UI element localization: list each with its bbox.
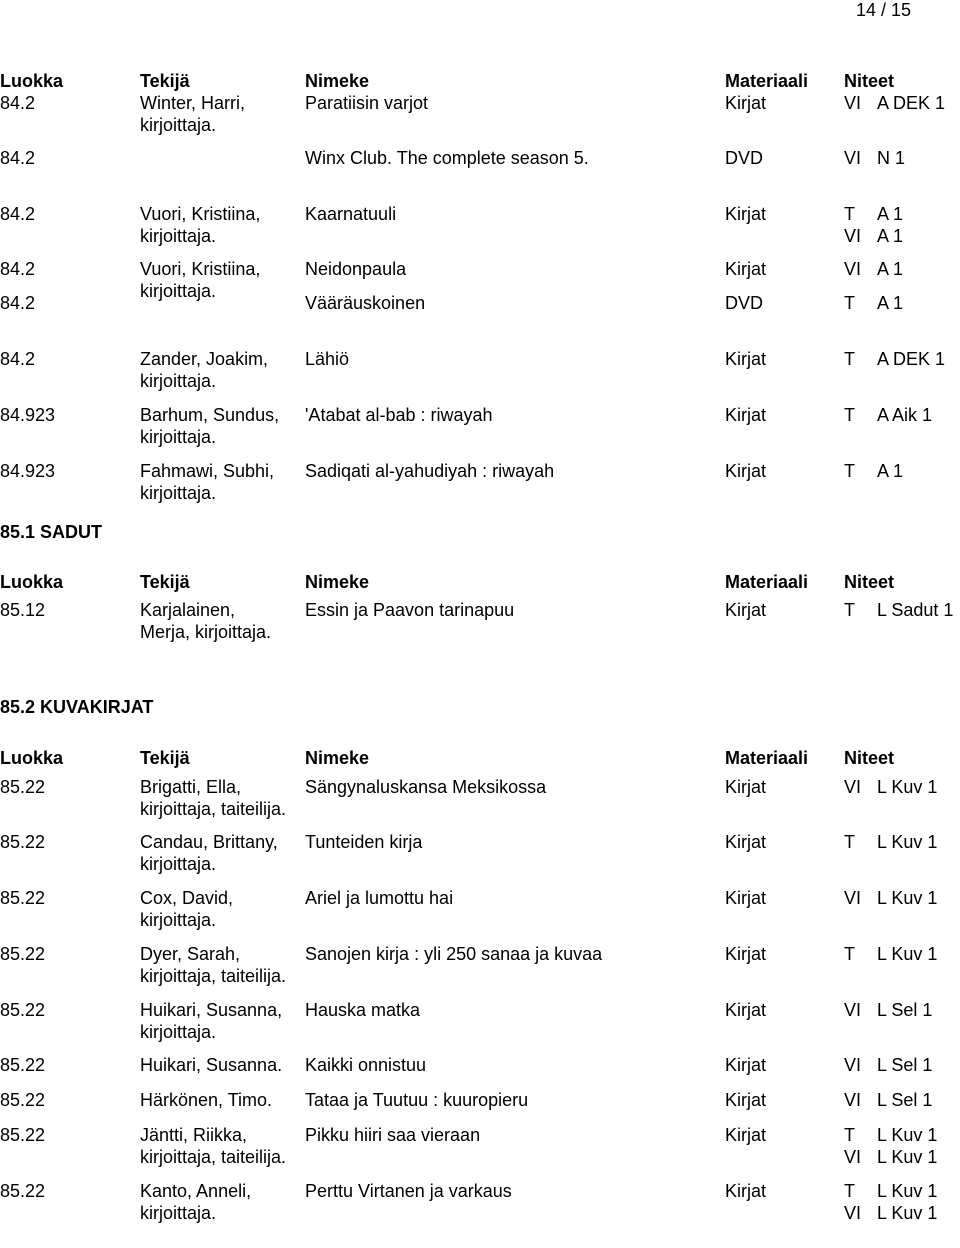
niteet-shelf: L Kuv 1: [877, 1147, 938, 1167]
tekija-cell: Kanto, Anneli,: [140, 1181, 252, 1201]
luokka-cell: 85.22: [0, 1090, 46, 1110]
luokka-cell: 84.2: [0, 349, 36, 369]
column-header-nimeke: Nimeke: [305, 71, 370, 91]
niteet-level: VI: [844, 1000, 862, 1020]
nimeke-cell: Perttu Virtanen ja varkaus: [305, 1181, 512, 1201]
nimeke-cell: Sadiqati al-yahudiyah : riwayah: [305, 461, 555, 481]
niteet-shelf: A DEK 1: [877, 349, 946, 369]
niteet-shelf: A DEK 1: [877, 93, 946, 113]
niteet-level: T: [844, 204, 855, 224]
nimeke-cell: Pikku hiiri saa vieraan: [305, 1125, 481, 1145]
materiaali-cell: Kirjat: [725, 461, 767, 481]
nimeke-cell: Vääräuskoinen: [305, 293, 426, 313]
catalog-table-85-2: [0, 747, 960, 1223]
tekija-cell: Candau, Brittany,: [140, 832, 278, 852]
table-header: [0, 747, 960, 769]
column-header-luokka: Luokka: [0, 71, 64, 91]
luokka-cell: 84.923: [0, 405, 56, 425]
tekija-cell: Huikari, Susanna,: [140, 1000, 283, 1020]
tekija-cell: Härkönen, Timo.: [140, 1090, 273, 1110]
tekija-cell: Vuori, Kristiina,: [140, 204, 261, 224]
niteet-level: T: [844, 293, 855, 313]
materiaali-cell: Kirjat: [725, 1055, 767, 1075]
luokka-cell: 85.12: [0, 600, 46, 620]
materiaali-cell: Kirjat: [725, 204, 767, 224]
nimeke-cell: Paratiisin varjot: [305, 93, 429, 113]
column-header-tekija: Tekijä: [140, 748, 190, 768]
tekija-cell: kirjoittaja.: [140, 427, 217, 447]
luokka-cell: 84.2: [0, 259, 36, 279]
column-header-tekija: Tekijä: [140, 572, 190, 592]
niteet-level: T: [844, 405, 855, 425]
luokka-cell: 85.22: [0, 888, 46, 908]
niteet-level: T: [844, 944, 855, 964]
column-header-nimeke: Nimeke: [305, 572, 370, 592]
luokka-cell: 84.2: [0, 93, 36, 113]
niteet-shelf: A 1: [877, 293, 904, 313]
niteet-shelf: A Aik 1: [877, 405, 933, 425]
nimeke-cell: Kaarnatuuli: [305, 204, 397, 224]
column-header-luokka: Luokka: [0, 572, 64, 592]
niteet-level: T: [844, 1181, 855, 1201]
tekija-cell: Dyer, Sarah,: [140, 944, 241, 964]
tekija-cell: Jäntti, Riikka,: [140, 1125, 248, 1145]
niteet-shelf: L Sel 1: [877, 1090, 933, 1110]
nimeke-cell: Ariel ja lumottu hai: [305, 888, 454, 908]
materiaali-cell: Kirjat: [725, 832, 767, 852]
materiaali-cell: Kirjat: [725, 600, 767, 620]
section-heading-sadut: 85.1 SADUT: [0, 522, 103, 542]
niteet-shelf: L Kuv 1: [877, 1203, 938, 1223]
niteet-level: T: [844, 832, 855, 852]
tekija-cell: Cox, David,: [140, 888, 234, 908]
niteet-shelf: L Kuv 1: [877, 888, 938, 908]
materiaali-cell: Kirjat: [725, 1125, 767, 1145]
table-header: [0, 571, 960, 593]
niteet-level: VI: [844, 148, 862, 168]
column-header-niteet: Niteet: [844, 748, 895, 768]
materiaali-cell: Kirjat: [725, 888, 767, 908]
luokka-cell: 85.22: [0, 1181, 46, 1201]
tekija-cell: Karjalainen,: [140, 600, 236, 620]
niteet-shelf: L Kuv 1: [877, 1125, 938, 1145]
section-heading-kuvakirjat: 85.2 KUVAKIRJAT: [0, 697, 154, 717]
niteet-shelf: L Sel 1: [877, 1055, 933, 1075]
tekija-cell: kirjoittaja.: [140, 371, 217, 391]
column-header-materiaali: Materiaali: [725, 748, 809, 768]
niteet-level: T: [844, 600, 855, 620]
nimeke-cell: Sängynaluskansa Meksikossa: [305, 777, 547, 797]
tekija-cell: Merja, kirjoittaja.: [140, 622, 272, 642]
niteet-level: VI: [844, 1147, 862, 1167]
niteet-shelf: A 1: [877, 259, 904, 279]
niteet-level: VI: [844, 1055, 862, 1075]
nimeke-cell: Tunteiden kirja: [305, 832, 423, 852]
niteet-shelf: A 1: [877, 461, 904, 481]
tekija-cell: kirjoittaja.: [140, 115, 217, 135]
niteet-level: T: [844, 461, 855, 481]
luokka-cell: 84.2: [0, 148, 36, 168]
materiaali-cell: DVD: [725, 293, 764, 313]
luokka-cell: 85.22: [0, 1125, 46, 1145]
materiaali-cell: Kirjat: [725, 944, 767, 964]
column-header-niteet: Niteet: [844, 572, 895, 592]
niteet-level: VI: [844, 1090, 862, 1110]
luokka-cell: 85.22: [0, 1000, 46, 1020]
niteet-shelf: A 1: [877, 204, 904, 224]
column-header-niteet: Niteet: [844, 71, 895, 91]
niteet-shelf: L Sadut 1: [877, 600, 954, 620]
column-header-materiaali: Materiaali: [725, 572, 809, 592]
niteet-shelf: L Kuv 1: [877, 1181, 938, 1201]
luokka-cell: 85.22: [0, 777, 46, 797]
tekija-cell: kirjoittaja, taiteilija.: [140, 966, 287, 986]
tekija-cell: kirjoittaja.: [140, 854, 217, 874]
niteet-level: VI: [844, 888, 862, 908]
catalog-table-84: [0, 70, 960, 503]
niteet-shelf: L Sel 1: [877, 1000, 933, 1020]
materiaali-cell: Kirjat: [725, 777, 767, 797]
nimeke-cell: Tataa ja Tuutuu : kuuropieru: [305, 1090, 529, 1110]
tekija-cell: kirjoittaja.: [140, 910, 217, 930]
nimeke-cell: Lähiö: [305, 349, 350, 369]
tekija-cell: kirjoittaja, taiteilija.: [140, 1147, 287, 1167]
column-header-luokka: Luokka: [0, 748, 64, 768]
niteet-level: T: [844, 1125, 855, 1145]
table-header: [0, 70, 960, 92]
tekija-cell: Winter, Harri,: [140, 93, 246, 113]
tekija-cell: Zander, Joakim,: [140, 349, 269, 369]
catalog-table-85-1: [0, 571, 960, 642]
tekija-cell: Huikari, Susanna.: [140, 1055, 283, 1075]
tekija-cell: kirjoittaja.: [140, 226, 217, 246]
niteet-shelf: L Kuv 1: [877, 777, 938, 797]
luokka-cell: 85.22: [0, 832, 46, 852]
tekija-cell: Vuori, Kristiina,: [140, 259, 261, 279]
luokka-cell: 84.2: [0, 293, 36, 313]
nimeke-cell: 'Atabat al-bab : riwayah: [305, 405, 493, 425]
nimeke-cell: Kaikki onnistuu: [305, 1055, 427, 1075]
luokka-cell: 85.22: [0, 944, 46, 964]
niteet-shelf: N 1: [877, 148, 906, 168]
niteet-level: VI: [844, 777, 862, 797]
materiaali-cell: Kirjat: [725, 1000, 767, 1020]
tekija-cell: Brigatti, Ella,: [140, 777, 242, 797]
tekija-cell: kirjoittaja.: [140, 1022, 217, 1042]
niteet-level: VI: [844, 93, 862, 113]
nimeke-cell: Winx Club. The complete season 5.: [305, 148, 589, 168]
nimeke-cell: Hauska matka: [305, 1000, 421, 1020]
tekija-cell: kirjoittaja.: [140, 281, 217, 301]
column-header-nimeke: Nimeke: [305, 748, 370, 768]
niteet-level: T: [844, 349, 855, 369]
niteet-shelf: L Kuv 1: [877, 832, 938, 852]
materiaali-cell: DVD: [725, 148, 764, 168]
materiaali-cell: Kirjat: [725, 349, 767, 369]
niteet-shelf: L Kuv 1: [877, 944, 938, 964]
column-header-tekija: Tekijä: [140, 71, 190, 91]
luokka-cell: 84.923: [0, 461, 56, 481]
materiaali-cell: Kirjat: [725, 1181, 767, 1201]
materiaali-cell: Kirjat: [725, 1090, 767, 1110]
tekija-cell: kirjoittaja, taiteilija.: [140, 799, 287, 819]
niteet-level: VI: [844, 259, 862, 279]
nimeke-cell: Neidonpaula: [305, 259, 407, 279]
nimeke-cell: Sanojen kirja : yli 250 sanaa ja kuvaa: [305, 944, 603, 964]
nimeke-cell: Essin ja Paavon tarinapuu: [305, 600, 515, 620]
tekija-cell: kirjoittaja.: [140, 483, 217, 503]
tekija-cell: Barhum, Sundus,: [140, 405, 280, 425]
materiaali-cell: Kirjat: [725, 93, 767, 113]
tekija-cell: kirjoittaja.: [140, 1203, 217, 1223]
luokka-cell: 85.22: [0, 1055, 46, 1075]
tekija-cell: Fahmawi, Subhi,: [140, 461, 275, 481]
luokka-cell: 84.2: [0, 204, 36, 224]
niteet-shelf: A 1: [877, 226, 904, 246]
materiaali-cell: Kirjat: [725, 259, 767, 279]
niteet-level: VI: [844, 226, 862, 246]
page-number: 14 / 15: [856, 0, 912, 20]
column-header-materiaali: Materiaali: [725, 71, 809, 91]
niteet-level: VI: [844, 1203, 862, 1223]
materiaali-cell: Kirjat: [725, 405, 767, 425]
